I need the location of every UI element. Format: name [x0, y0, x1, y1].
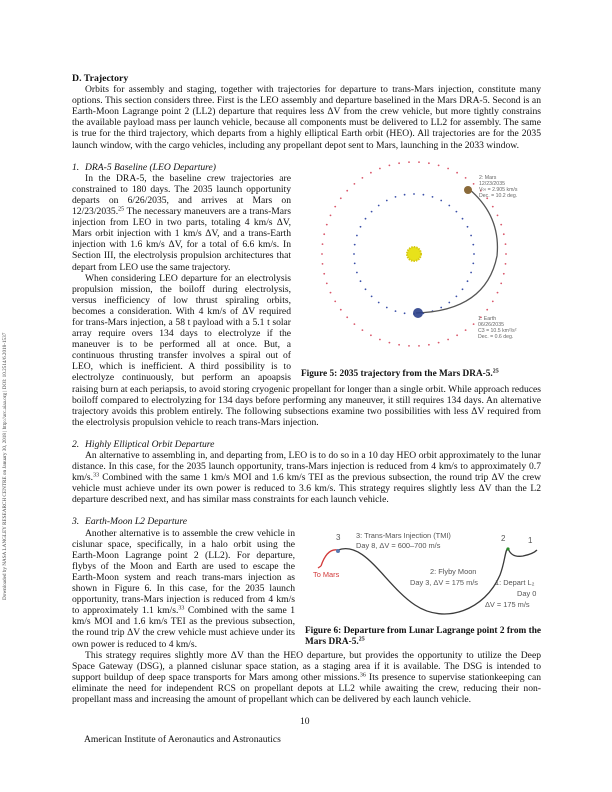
halo-exit-path: [508, 548, 537, 556]
subsection-3-paragraph-1: Another alternative is to assemble the crew vehicle in cislunar space, specifically, in a halo orbit using the Earth-Moon Lagrange point 2 (LL2). For departure, flybys of the Moon and Earth are used to escape the Earth-Moon system and reach trans-mars injection as shown in Figure 6. In this case, for the 2035 launch opportunity, trans-Mars injection is reduced from 4 km/s to approximately 1.1 km/s.$^{33}$ Combined with the same 1 km/s MOI and 1.6 km/s TEI as the previous subsection, the round trip ΔV the crew vehicle must achieve under its own power is reduced to 4 km/s.: [72, 527, 295, 650]
figure-6-departure-diagram: [305, 530, 539, 652]
mars-icon: [464, 186, 472, 194]
section-intro: Orbits for assembly and staging, together with trajectories for departure to trans-Mars injection, constitute many options. This section considers three. First is the LEO assembly and departure baselined in the Mars DRA-5. Second is an Earth-Moon Lagrange point 2 (LL2) departure that requires less ΔV from the crew vehicle, but more tightly constrains the available payload mass per launch vehicle, because all components must be delivered to LL2 for assembly. The same is true for the third trajectory, which departs from a highly elliptical Earth orbit (HEO). All trajectories are for the 2035 launch window, with the cargo vehicles, including any propellant depot sent to Mars, launching in the 2033 window.: [72, 84, 541, 151]
transfer-trajectory: [416, 189, 497, 313]
section-heading: D. Trajectory: [72, 73, 129, 84]
flyby-moon-label: 2: Flyby Moon: [430, 566, 477, 576]
subsection-2-paragraph-1: An alternative to assembling in, and departing from, LEO is to do so in a 10 day HEO orbit approximately to the lunar distance. In this case, for the 2035 launch opportunity, trans-Mars injection is reduced from 4 km/s to approximately 0.7 km/s.$^{33}$ Combined with the same 1 km/s MOI and 1.6 km/s TEI as the previous subsection, the round trip ΔV the crew vehicle must achieve under its own power is reduced to 3.6 km/s. This strategy requires slightly less ΔV than the L2 departure described next, and has similar mass constraints for each launch vehicle.: [72, 450, 541, 506]
subsection-1-heading: 1. DRA-5 Baseline (LEO Departure): [72, 161, 216, 173]
to-mars-path: [321, 549, 338, 565]
figure-6-caption: Figure 6: Departure from Lunar Lagrange point 2 from the Mars DRA-5.25: [305, 625, 541, 647]
figure-5-orbit-diagram: [301, 161, 531, 373]
point-2-label: 2: [501, 533, 506, 543]
tmi-point-icon: [336, 549, 340, 553]
page-number: 10: [300, 716, 310, 727]
download-watermark: Downloaded by NASA LANGLEY RESEARCH CENTRE on January 30, 2018 | http://arc.aiaa.org | DOI: 10.2514/6.2018-1537: [2, 332, 8, 600]
flyby-moon-detail-label: Day 3, ΔV = 175 m/s: [410, 577, 478, 587]
depart-day-label: Day 0: [517, 588, 537, 598]
figure-5-caption: Figure 5: 2035 trajectory from the Mars DRA-5.25: [301, 368, 499, 379]
depart-l2-label: 1: Depart L₂: [495, 577, 535, 587]
point-3-label: 3: [336, 532, 341, 542]
figure-5: [301, 161, 541, 380]
subsection-2-heading: 2. Highly Elliptical Orbit Departure: [72, 438, 215, 450]
publisher-footer: American Institute of Aeronautics and Astronautics: [84, 734, 281, 745]
tmi-label: 3: Trans-Mars Injection (TMI): [356, 530, 451, 540]
figure-6: [305, 530, 541, 648]
earth-icon: [413, 308, 423, 318]
mars-arrival-label: 2: Mars 12/23/2035 V∞ = 2.905 km/s Dec. = 10.2 deg.: [479, 174, 518, 199]
subsection-3-paragraph-2: This strategy requires slightly more ΔV than the HEO departure, but provides the opportunity to utilize the Deep Space Gateway (DSG), a planned cislunar space station, as a staging area if it is available. The DSG is intended to support buildup of deep space transports for Mars among other missions.$^{36}$ Its presence to supervise stationkeeping can eliminate the need for independent RCS on propellant depots at LL2 while awaiting the crew, reducing their non-propellant mass and increasing the amount of propellant which can be delivered by each launch vehicle.: [72, 649, 541, 705]
subsection-1-paragraph-2: When considering LEO departure for an electrolysis propulsion mission, the boiloff during electrolysis, versus inefficiency of low thrust spiraling orbits, becomes a consideration. With 4 km/s of ΔV required for trans-Mars injection, a 58 t payload with a 5.1 t solar array require overs 134 days to electrolyze if the maneuver is to be performed all at once. But, a continuous thrusting transfer involves a spiral out of LEO, which is inefficient. A third possibility is to electrolyze continuously, but perform an apoapsis raising burn at each periapsis, to avoid storing cryogenic propellant for longer than a single orbit. While approach reduces boiloff compared to electrolyzing for 134 days before performing any maneuver, it still requires 134 days. An alternative trajectory avoids this problem entirely. The following subsections examine two possibilities with less ΔV required from the electrolysis propulsion vehicle to reach trans-Mars injection.: [72, 272, 541, 428]
subsection-1-paragraph-1: In the DRA-5, the baseline crew trajectories are constrained to 180 days. The 2035 launch opportunity departs on 6/26/2035, and arrives at Mars on 12/23/2035.25 The necessary maneuvers are a trans-Mars injection from LEO in two parts, totaling 4 km/s ΔV, Mars orbit injection with 1 km/s ΔV, and a trans-Earth injection with 1.6 km/s ΔV, for a total of 6.6 km/s. In Section III, the electrolysis propulsion architectures that depart from LEO use the same trajectory.: [72, 172, 291, 273]
tmi-detail-label: Day 8, ΔV = 600–700 m/s: [356, 540, 441, 550]
moon-flyby-point-icon: [506, 547, 509, 550]
point-1-label: 1: [528, 535, 533, 545]
subsection-3-heading: 3. Earth-Moon L2 Departure: [72, 516, 187, 528]
depart-dv-label: ΔV = 175 m/s: [485, 599, 530, 609]
earth-departure-label: 1: Earth 06/26/2035 C3 = 10.5 km²/s² Dec. = 0.6 deg.: [478, 315, 517, 340]
paper-page: [72, 73, 541, 705]
to-mars-label: To Mars: [313, 569, 340, 579]
sun-icon: [407, 247, 421, 261]
